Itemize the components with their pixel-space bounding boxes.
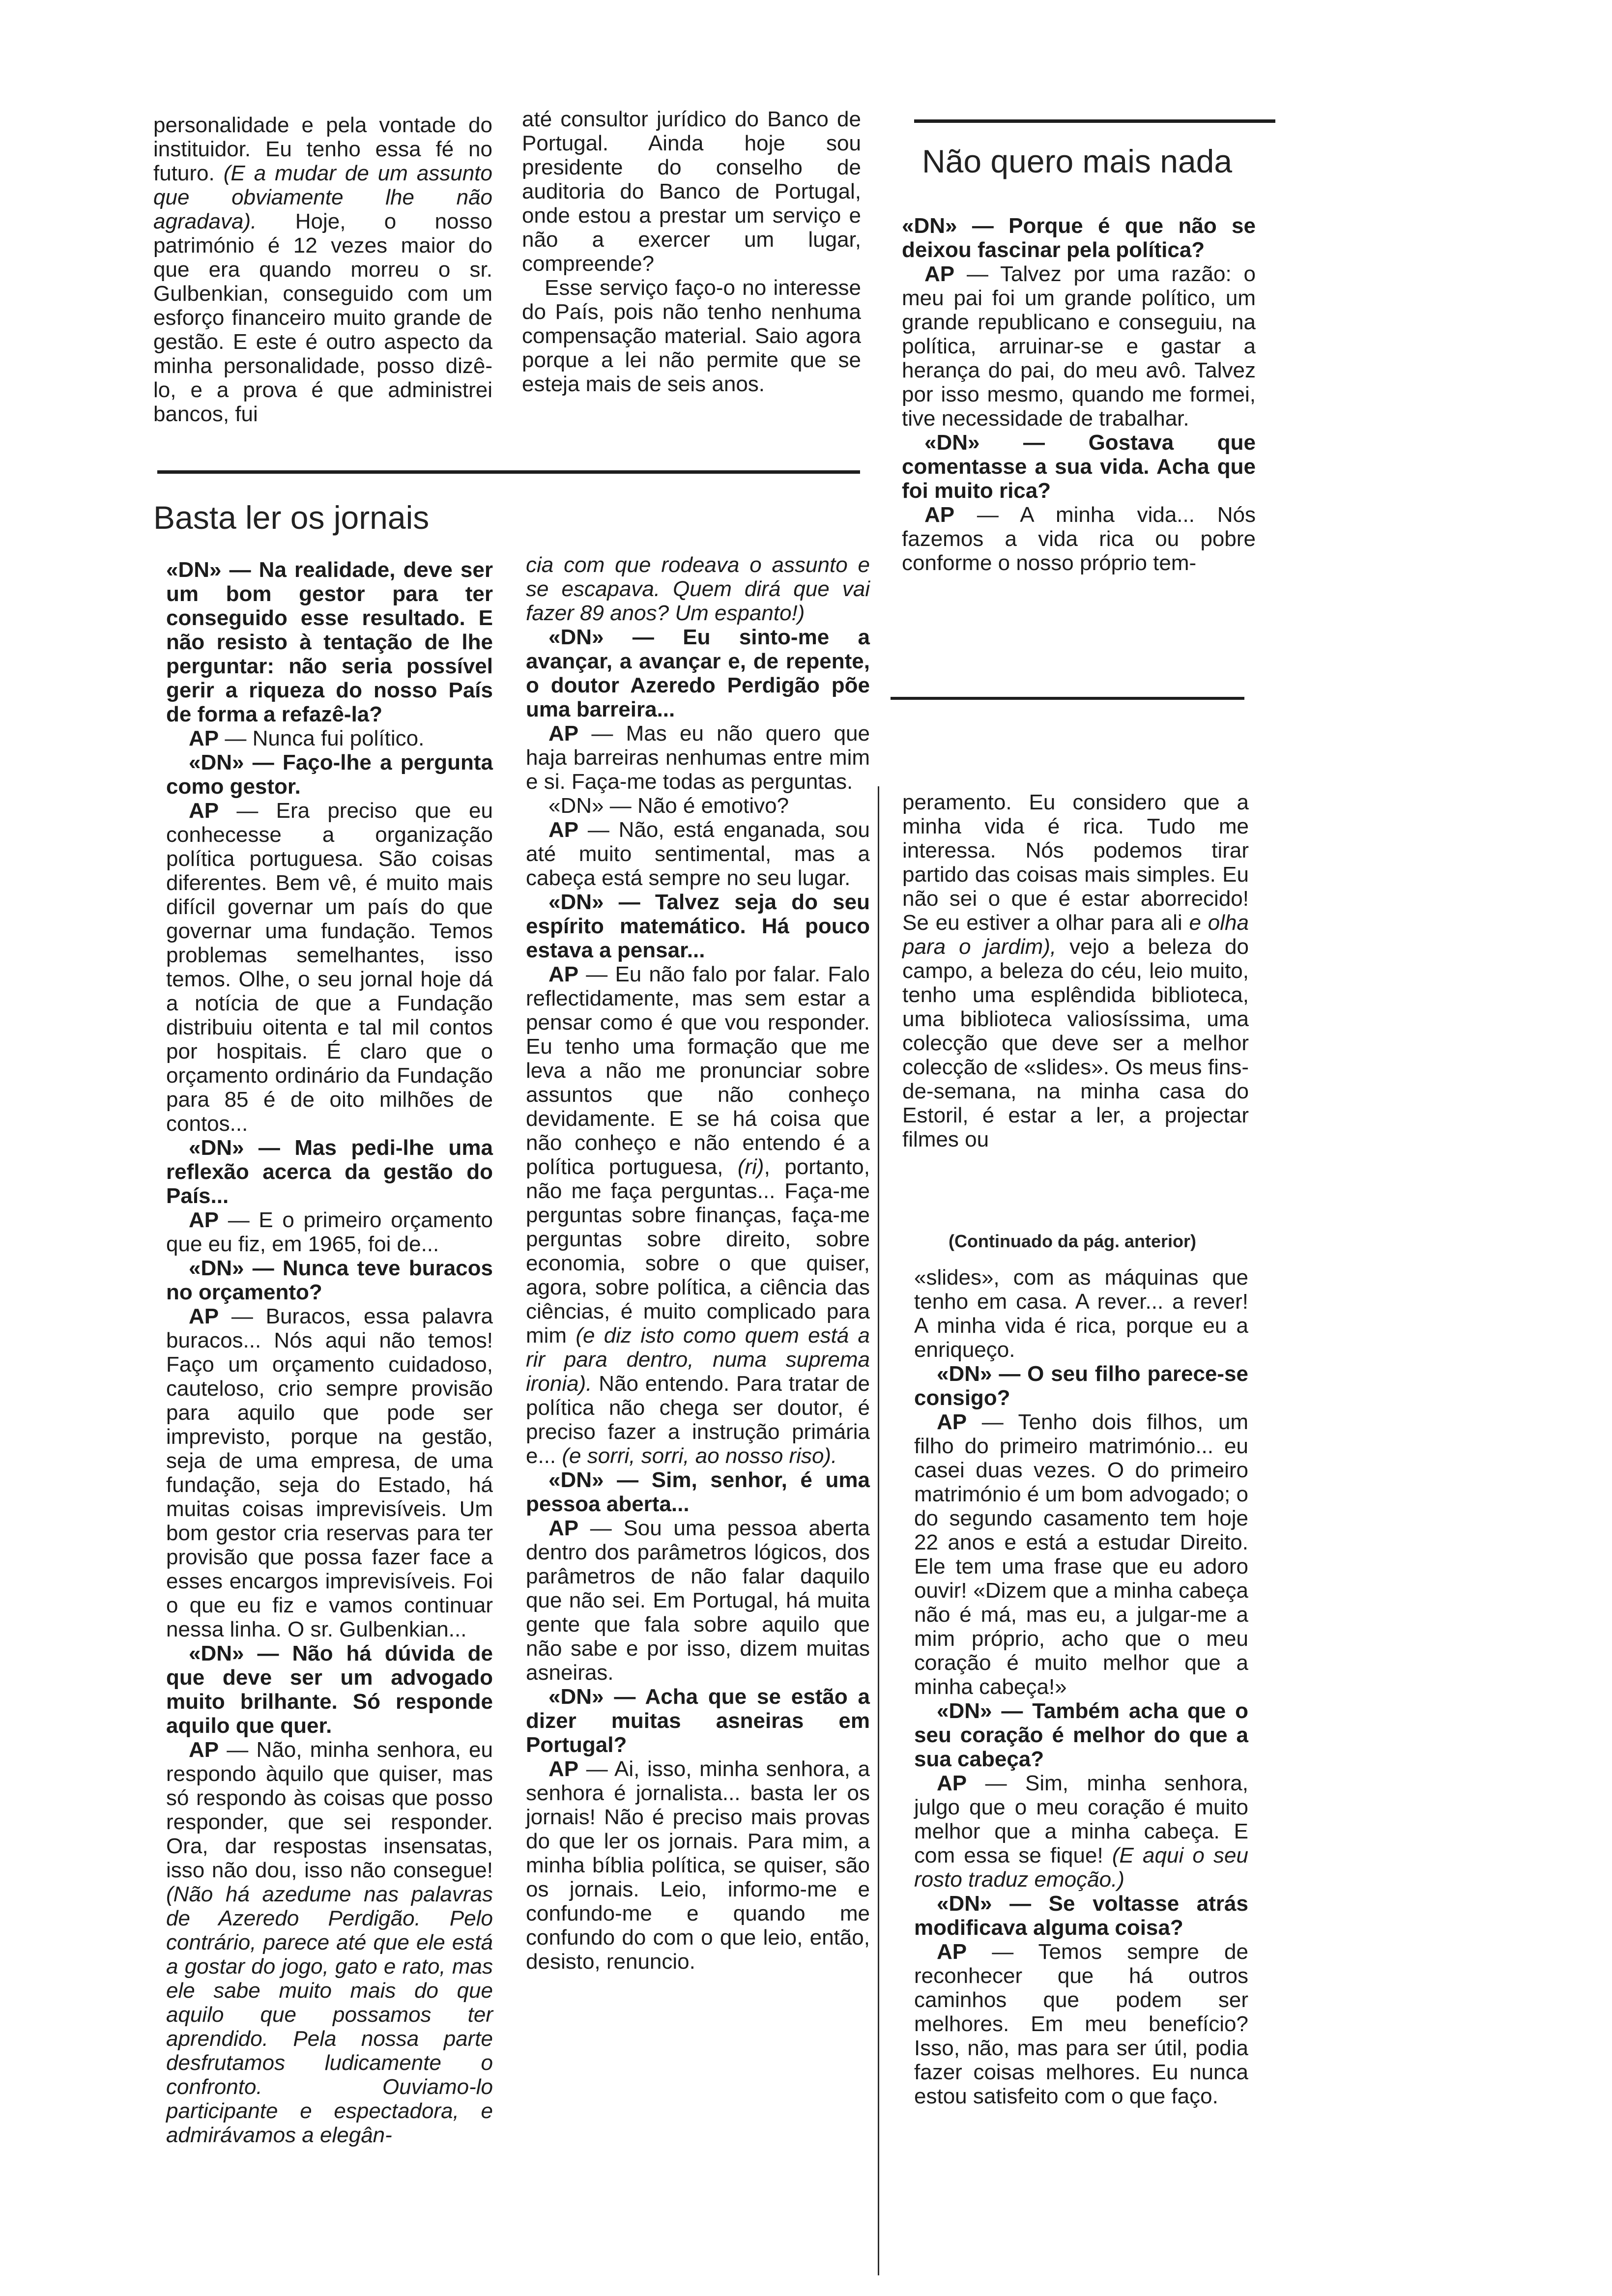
- paragraph: [522, 107, 861, 276]
- text-run: «DN» — Não é emotivo?: [548, 794, 789, 818]
- text-run: Esse serviço faço-o no interesse do País, pois não tenho nenhuma compensação material. Saio agora porque a lei não permite que se esteja mais de seis anos.: [522, 276, 861, 396]
- paragraph: [166, 750, 493, 799]
- continued-label: (Continuado da pág. anterior): [949, 1231, 1196, 1251]
- question-text: «DN» — Eu sinto-me a avançar, a avançar e, de repente, o doutor Azeredo Perdigão põe uma barreira...: [526, 625, 870, 721]
- text-run: — Temos sempre de reconhecer que há outros caminhos que podem ser melhores. Em meu benefício? Isso, não, mas para ser útil, podia fazer coisas melhores. Eu nunca estou satisfeito com o que faço.: [914, 1940, 1248, 2108]
- italic-aside: (e sorri, sorri, ao nosso riso).: [562, 1444, 837, 1468]
- paragraph: [902, 503, 1256, 575]
- paragraph: [526, 625, 870, 721]
- question-text: «DN» — Talvez seja do seu espírito matemático. Há pouco estava a pensar...: [526, 890, 870, 962]
- question-text: «DN» — Gostava que comentasse a sua vida. Acha que foi muito rica?: [902, 430, 1256, 503]
- paragraph: [914, 1362, 1248, 1410]
- paragraph: [166, 799, 493, 1136]
- main-section-rule: [157, 470, 860, 474]
- text-run: — Nunca fui político.: [219, 726, 425, 750]
- paragraph: [914, 1699, 1248, 1771]
- italic-aside: (E aqui o seu rosto traduz emoção.): [914, 1843, 1248, 1892]
- question-text: «DN» — Não há dúvida de que deve ser um advogado muito brilhante. Só responde aquilo que quer.: [166, 1641, 493, 1738]
- text-run: — Sou uma pessoa aberta dentro dos parâmetros lógicos, dos parâmetros de não falar daquilo que não sei. Em Portugal, há muita gente que fala sobre aquilo que não sabe e por isso, dizem muitas asneiras.: [526, 1516, 870, 1685]
- text-run: — Buracos, essa palavra buracos... Nós aqui não temos! Faço um orçamento cuidadoso, cauteloso, crio sempre provisão para aquilo que pode ser imprevisto, porque na gestão, seja de uma empresa, de uma fundação, seja do Estado, há muitas coisas imprevisíveis. Um bom gestor cria reservas para ter provisão que possa fazer face a esses encargos imprevisíveis. Foi o que eu fiz e vamos continuar nessa linha. O sr. Gulbenkian...: [166, 1304, 493, 1641]
- text-run: — Não, minha senhora, eu respondo àquilo que quiser, mas só respondo às coisas que posso responder, que sei responder. Ora, dar respostas insensatas, isso não dou, isso não consegue!: [166, 1738, 493, 1882]
- italic-aside: (Não há azedume nas palavras de Azeredo Perdigão. Pelo contrário, parece até que ele está a gostar do jogo, gato e rato, mas ele sabe muito mais do que aquilo que possamos ter aprendido. Pela nossa parte desfrutamos ludicamente o confronto. Ouviamo-lo participante e espectadora, e admirávamos a elegân-: [166, 1882, 493, 2147]
- paragraph: [526, 721, 870, 794]
- question-text: AP: [548, 721, 579, 746]
- italic-aside: (ri): [737, 1155, 764, 1179]
- question-text: «DN» — Também acha que o seu coração é melhor do que a sua cabeça?: [914, 1699, 1248, 1771]
- text-run: — E o primeiro orçamento que eu fiz, em 1965, foi de...: [166, 1208, 493, 1256]
- question-text: AP: [937, 1771, 967, 1795]
- italic-aside: (e diz isto como quem está a rir para dentro, numa suprema ironia).: [526, 1323, 870, 1396]
- paragraph: [914, 1892, 1248, 1940]
- question-text: AP: [548, 1757, 579, 1781]
- text-run: personalidade e pela vontade do instituidor. Eu tenho essa fé no futuro.: [153, 113, 492, 185]
- text-run: até consultor jurídico do Banco de Portugal. Ainda hoje sou presidente do conselho de auditoria do Banco de Portugal, onde estou a prestar um serviço e não a exercer um lugar, compreende?: [522, 107, 861, 276]
- paragraph: [526, 794, 870, 818]
- question-text: «DN» — Faço-lhe a pergunta como gestor.: [166, 750, 493, 799]
- right-bottom-rule: [891, 697, 1244, 700]
- question-text: «DN» — O seu filho parece-se consigo?: [914, 1362, 1248, 1410]
- paragraph: [526, 553, 870, 625]
- question-text: AP: [548, 962, 579, 986]
- text-run: «slides», com as máquinas que tenho em casa. A rever... a rever! A minha vida é rica, porque eu a enriqueço.: [914, 1265, 1248, 1362]
- question-text: AP: [924, 262, 955, 286]
- column-divider-left: [878, 786, 879, 2275]
- paragraph: [166, 1256, 493, 1304]
- question-text: «DN» — Acha que se estão a dizer muitas asneiras em Portugal?: [526, 1685, 870, 1757]
- question-text: AP: [189, 1208, 219, 1232]
- italic-aside: cia com que rodeava o assunto e se escapava. Quem dirá que vai fazer 89 anos? Um espanto!): [526, 553, 870, 625]
- text-run: — Mas eu não quero que haja barreiras nenhumas entre mim e si. Faça-me todas as perguntas.: [526, 721, 870, 794]
- right-section-column: [902, 214, 1256, 575]
- paragraph: [526, 1516, 870, 1685]
- paragraph: [526, 1757, 870, 1974]
- text-run: — Tenho dois filhos, um filho do primeiro matrimónio... eu casei duas vezes. O do primeiro matrimónio é um bom advogado; o do segundo casamento tem hoje 22 anos e está a estudar Direito. Ele tem uma frase que eu adoro ouvir! «Dizem que a minha cabeça não é má, mas eu, a julgar-me a mim próprio, acho que o meu coração é muito melhor que a minha cabeça!»: [914, 1410, 1248, 1699]
- question-text: AP: [189, 799, 219, 823]
- question-text: «DN» — Porque é que não se deixou fascinar pela política?: [902, 214, 1256, 262]
- top-column-2: [522, 107, 861, 396]
- question-text: «DN» — Sim, senhor, é uma pessoa aberta...: [526, 1468, 870, 1516]
- italic-aside: (E a mudar de um assunto que obviamente lhe não agradava).: [153, 161, 493, 233]
- paragraph: [902, 262, 1256, 430]
- text-run: — Eu não falo por falar. Falo reflectidamente, mas sem estar a pensar como é que vou responder. Eu tenho uma formação que me leva a não me pronunciar sobre assuntos que não conheço devidamente. E se há coisa que não conheço e não entendo é a política portuguesa,: [526, 962, 870, 1179]
- text-run: peramento. Eu considero que a minha vida é rica. Tudo me interessa. Nós podemos tirar partido das coisas mais simples. Eu não sei o que é estar aborrecido! Se eu estiver a olhar para ali: [902, 790, 1249, 935]
- main-column-2: [526, 553, 870, 1974]
- question-text: AP: [548, 1516, 579, 1540]
- paragraph: [166, 1738, 493, 2147]
- question-text: AP: [548, 818, 579, 842]
- paragraph: [166, 726, 493, 750]
- text-run: — A minha vida... Nós fazemos a vida rica ou pobre conforme o nosso próprio tem-: [902, 503, 1256, 575]
- question-text: AP: [937, 1940, 967, 1964]
- italic-aside: e olha para o jardim),: [902, 911, 1249, 959]
- text-run: vejo a beleza do campo, a beleza do céu, leio muito, tenho uma esplêndida biblioteca, uma biblioteca valiosíssima, uma colecção que deve ser a melhor colecção de «slides». Os meus fins-de-semana, na minha casa do Estoril, é estar a ler, a projectar filmes ou: [902, 935, 1249, 1151]
- text-run: — Talvez por uma razão: o meu pai foi um grande político, um grande republicano e conseguiu, na política, arruinar-se e gastar a herança do pai, do meu avô. Talvez por isso mesmo, quando me formei, tive necessidade de trabalhar.: [902, 262, 1256, 430]
- paragraph: [914, 1771, 1248, 1892]
- question-text: AP: [924, 503, 955, 527]
- question-text: AP: [189, 1304, 219, 1328]
- paragraph: [166, 1136, 493, 1208]
- question-text: «DN» — Nunca teve buracos no orçamento?: [166, 1256, 493, 1304]
- text-run: , portanto, não me faça perguntas... Faça-me perguntas sobre finanças, faça-me perguntas sobre direito, sobre economia, sobre o que quiser, agora, sobre política, a ciência das ciências, é muito complicado para mim: [526, 1155, 870, 1348]
- paragraph: [526, 890, 870, 962]
- main-column-3-top: [902, 790, 1249, 1151]
- paragraph: [166, 1208, 493, 1256]
- text-run: — Ai, isso, minha senhora, a senhora é jornalista... basta ler os jornais! Não é preciso mais provas do que ler os jornais. Para mim, a minha bíblia política, se quiser, são os jornais. Leio, informo-me e confundo-me e quando me confundo do com o que leio, então, desisto, renuncio.: [526, 1757, 870, 1974]
- main-column-3-bottom: [914, 1265, 1248, 2108]
- top-column-1: [153, 113, 492, 426]
- question-text: AP: [189, 726, 219, 750]
- paragraph: [902, 790, 1249, 1151]
- paragraph: [914, 1410, 1248, 1699]
- main-section-heading: Basta ler os jornais: [153, 499, 430, 536]
- text-run: — Era preciso que eu conhecesse a organização política portuguesa. São coisas diferentes. Bem vê, é muito mais difícil governar um país do que governar uma fundação. Temos problemas semelhantes, isso temos. Olhe, o seu jornal hoje dá a notícia de que a Fundação distribuiu oitenta e tal mil contos por hospitais. É claro que o orçamento ordinário da Fundação para 85 é de oito milhões de contos...: [166, 799, 493, 1136]
- paragraph: [902, 430, 1256, 503]
- paragraph: [526, 1468, 870, 1516]
- paragraph: [526, 1685, 870, 1757]
- question-text: AP: [189, 1738, 219, 1762]
- paragraph: [153, 113, 492, 426]
- text-run: — Não, está enganada, sou até muito sentimental, mas a cabeça está sempre no seu lugar.: [526, 818, 870, 890]
- text-run: — Sim, minha senhora, julgo que o meu coração é muito melhor que a minha cabeça. E com essa se fique!: [914, 1771, 1248, 1867]
- paragraph: [526, 818, 870, 890]
- paragraph: [914, 1940, 1248, 2108]
- text-run: Não entendo. Para tratar de política não chega ser doutor, é preciso fazer a instrução primária e...: [526, 1372, 870, 1468]
- question-text: AP: [937, 1410, 967, 1434]
- question-text: «DN» — Na realidade, deve ser um bom gestor para ter conseguido esse resultado. E não resisto à tentação de lhe perguntar: não seria possível gerir a riqueza do nosso País de forma a refazê-la?: [166, 558, 493, 726]
- question-text: «DN» — Mas pedi-lhe uma reflexão acerca da gestão do País...: [166, 1136, 493, 1208]
- main-column-1: [166, 558, 493, 2147]
- text-run: Hoje, o nosso património é 12 vezes maior do que era quando morreu o sr. Gulbenkian, conseguido com um esforço financeiro muito grande de gestão. E este é outro aspecto da minha personalidade, posso dizê-lo, e a prova é que administrei bancos, fui: [153, 209, 492, 426]
- paragraph: [914, 1265, 1248, 1362]
- right-section-heading: Não quero mais nada: [922, 143, 1233, 179]
- question-text: «DN» — Se voltasse atrás modificava alguma coisa?: [914, 1892, 1248, 1940]
- paragraph: [902, 214, 1256, 262]
- right-top-rule: [914, 119, 1275, 123]
- paragraph: [522, 276, 861, 396]
- paragraph: [526, 962, 870, 1468]
- paragraph: [166, 1304, 493, 1641]
- paragraph: [166, 558, 493, 726]
- paragraph: [166, 1641, 493, 1738]
